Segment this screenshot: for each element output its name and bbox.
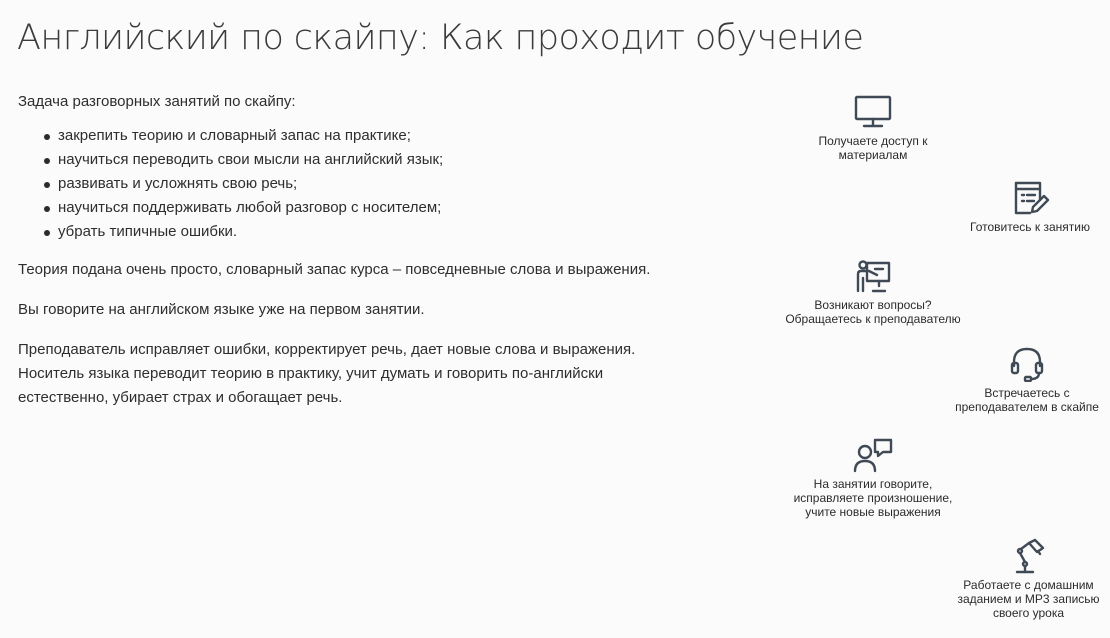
step-materials (793, 94, 953, 162)
document-pen-icon (1010, 180, 1050, 216)
step-label: заданием и MP3 записью (957, 592, 1100, 606)
step-label: Обращаетесь к преподавателю (785, 312, 961, 326)
step-label: На занятии говорите, (813, 477, 933, 491)
desk-lamp-icon (1009, 538, 1049, 574)
intro-text: Задача разговорных занятий по скайпу: (18, 93, 296, 110)
step-label: учите новые выражения (805, 505, 941, 519)
person-chat-icon (853, 437, 893, 473)
step-label: материалам (838, 148, 908, 162)
headset-icon (1007, 346, 1047, 382)
list-item: закрепить теорию и словарный запас на практике; (42, 124, 738, 148)
step-lesson (783, 437, 963, 519)
step-label: Работаете с домашним (963, 578, 1094, 592)
step-skype-meeting (942, 346, 1110, 414)
teacher-paragraph (18, 338, 738, 410)
step-label: своего урока (992, 606, 1065, 620)
list-item: научиться поддерживать любой разговор с носителем; (42, 196, 738, 220)
page-title: Английский по скайпу: Как проходит обучение (17, 18, 864, 58)
teacher-line: естественно, убирает страх и обогащает речь. (18, 389, 343, 406)
step-label: Встречаетесь с (984, 386, 1070, 400)
step-label: Возникают вопросы? (814, 298, 932, 312)
monitor-icon (853, 94, 893, 130)
step-label: преподавателем в скайпе (955, 400, 1099, 414)
list-item: научиться переводить свои мысли на английский язык; (42, 148, 738, 172)
goals-list (18, 124, 738, 244)
step-label: Готовитесь к занятию (970, 220, 1090, 234)
teacher-line: Носитель языка переводит теорию в практику, учит думать и говорить по-английски (18, 365, 604, 382)
step-label: исправляете произношение, (793, 491, 953, 505)
teacher-line: Преподаватель исправляет ошибки, корректирует речь, дает новые слова и выражения. (18, 341, 636, 358)
step-questions (773, 258, 973, 326)
teacher-board-icon (853, 258, 893, 294)
list-item: развивать и усложнять свою речь; (42, 172, 738, 196)
first-lesson-paragraph: Вы говорите на английском языке уже на первом занятии. (18, 301, 425, 318)
step-prepare (955, 180, 1105, 234)
main-content (18, 90, 738, 410)
step-homework (947, 538, 1110, 620)
list-item: убрать типичные ошибки. (42, 220, 738, 244)
theory-paragraph: Теория подана очень просто, словарный запас курса – повседневные слова и выражения. (18, 261, 651, 278)
step-label: Получаете доступ к (818, 134, 928, 148)
